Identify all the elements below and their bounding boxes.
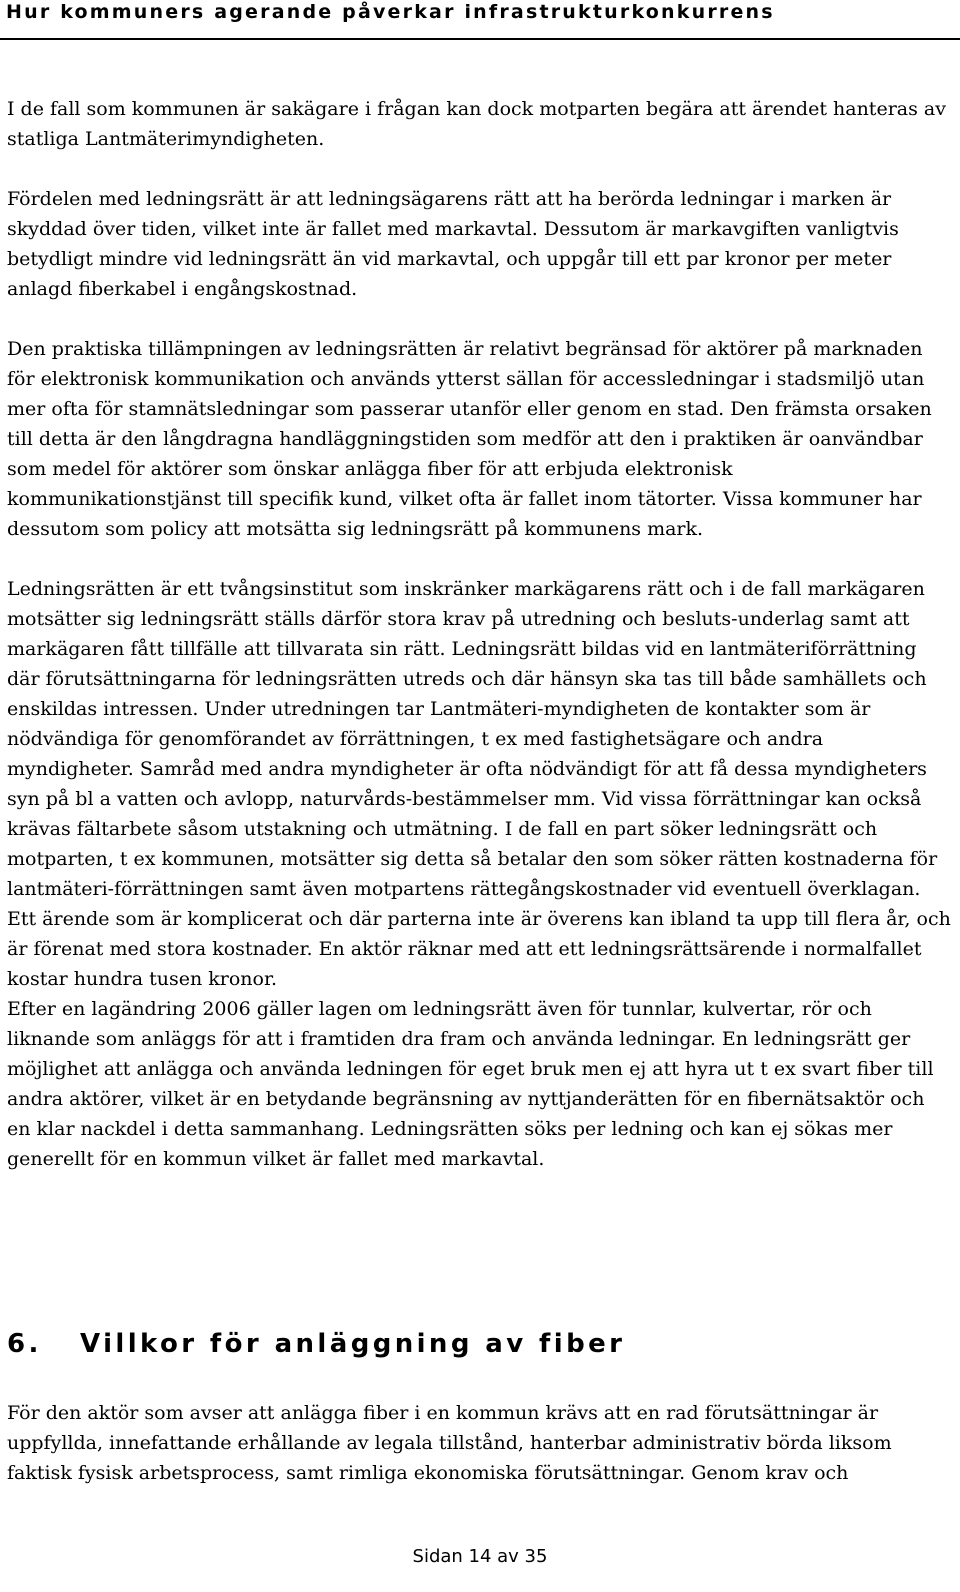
paragraph-2: Fördelen med ledningsrätt är att ledningsägarens rätt att ha berörda ledningar i marken är skyddad över tiden, vilket inte är fallet med markavtal. Dessutom är markavgiften vanligtvis betydligt mindre vid ledningsrätt än vid markavtal, och uppgår till ett par kronor per meter anlagd fiberkabel i engångskostnad.	[7, 188, 899, 300]
section-title: Villkor för anläggning av fiber	[80, 1329, 626, 1359]
running-header	[0, 0, 960, 40]
running-header-title: Hur kommuners agerande påverkar infrastrukturkonkurrens	[6, 1, 775, 23]
body-text	[7, 94, 952, 1174]
page-number: Sidan 14 av 35	[412, 1546, 548, 1567]
paragraph-5: Efter en lagändring 2006 gäller lagen om ledningsrätt även för tunnlar, kulvertar, rör och liknande som anläggs för att i framtiden dra fram och använda ledningar. En ledningsrätt ger möjlighet att anlägga och använda ledningen för eget bruk men ej att hyra ut t ex svart fiber till andra aktörer, vilket är en betydande begränsning av nyttjanderätten för en fibernätsaktör och en klar nackdel i detta sammanhang. Ledningsrätten söks per ledning och kan ej sökas mer generellt för en kommun vilket är fallet med markavtal.	[7, 998, 934, 1170]
paragraph-3: Den praktiska tillämpningen av ledningsrätten är relativt begränsad för aktörer på marknaden för elektronisk kommunikation och används ytterst sällan för accessledningar i stadsmiljö utan mer ofta för stamnätsledningar som passerar utanför eller genom en stad. Den främsta orsaken till detta är den långdragna handläggningstiden som medför att den i praktiken är oanvändbar som medel för aktörer som önskar anlägga fiber för att erbjuda elektronisk kommunikationstjänst till specifik kund, vilket ofta är fallet inom tätorter. Vissa kommuner har dessutom som policy att motsätta sig ledningsrätt på kommunens mark.	[7, 338, 932, 540]
section-heading	[7, 1326, 625, 1362]
page-footer	[0, 1545, 960, 1569]
section-paragraph: För den aktör som avser att anlägga fiber i en kommun krävs att en rad förutsättningar är uppfyllda, innefattande erhållande av legala tillstånd, hanterbar administrativ börda liksom faktisk fysisk arbetsprocess, samt rimliga ekonomiska förutsättningar. Genom krav och	[7, 1402, 892, 1484]
section-number: 6.	[7, 1329, 42, 1359]
paragraph-4: Ledningsrätten är ett tvångsinstitut som inskränker markägarens rätt och i de fall markägaren motsätter sig ledningsrätt ställs därför stora krav på utredning och besluts-underlag samt att markägaren fått tillfälle att tillvarata sin rätt. Ledningsrätt bildas vid en lantmäteriförrättning där förutsättningarna för ledningsrätten utreds och där hänsyn ska tas till både samhällets och enskildas intressen. Under utredningen tar Lantmäteri-myndigheten de kontakter som är nödvändiga för genomförandet av förrättningen, t ex med fastighetsägare och andra myndigheter. Samråd med andra myndigheter är ofta nödvändigt för att få dessa myndigheters syn på bl a vatten och avlopp, naturvårds-bestämmelser mm. Vid vissa förrättningar kan också krävas fältarbete såsom utstakning och utmätning. I de fall en part söker ledningsrätt och motparten, t ex kommunen, motsätter sig detta så betalar den som söker rätten kostnaderna för lantmäteri-förrättningen samt även motpartens rättegångskostnader vid eventuell överklagan. Ett ärende som är komplicerat och där parterna inte är överens kan ibland ta upp till flera år, och är förenat med stora kostnader. En aktör räknar med att ett ledningsrättsärende i normalfallet kostar hundra tusen kronor.	[7, 578, 951, 990]
paragraph-1: I de fall som kommunen är sakägare i frågan kan dock motparten begära att ärendet hanteras av statliga Lantmäterimyndigheten.	[7, 98, 946, 150]
